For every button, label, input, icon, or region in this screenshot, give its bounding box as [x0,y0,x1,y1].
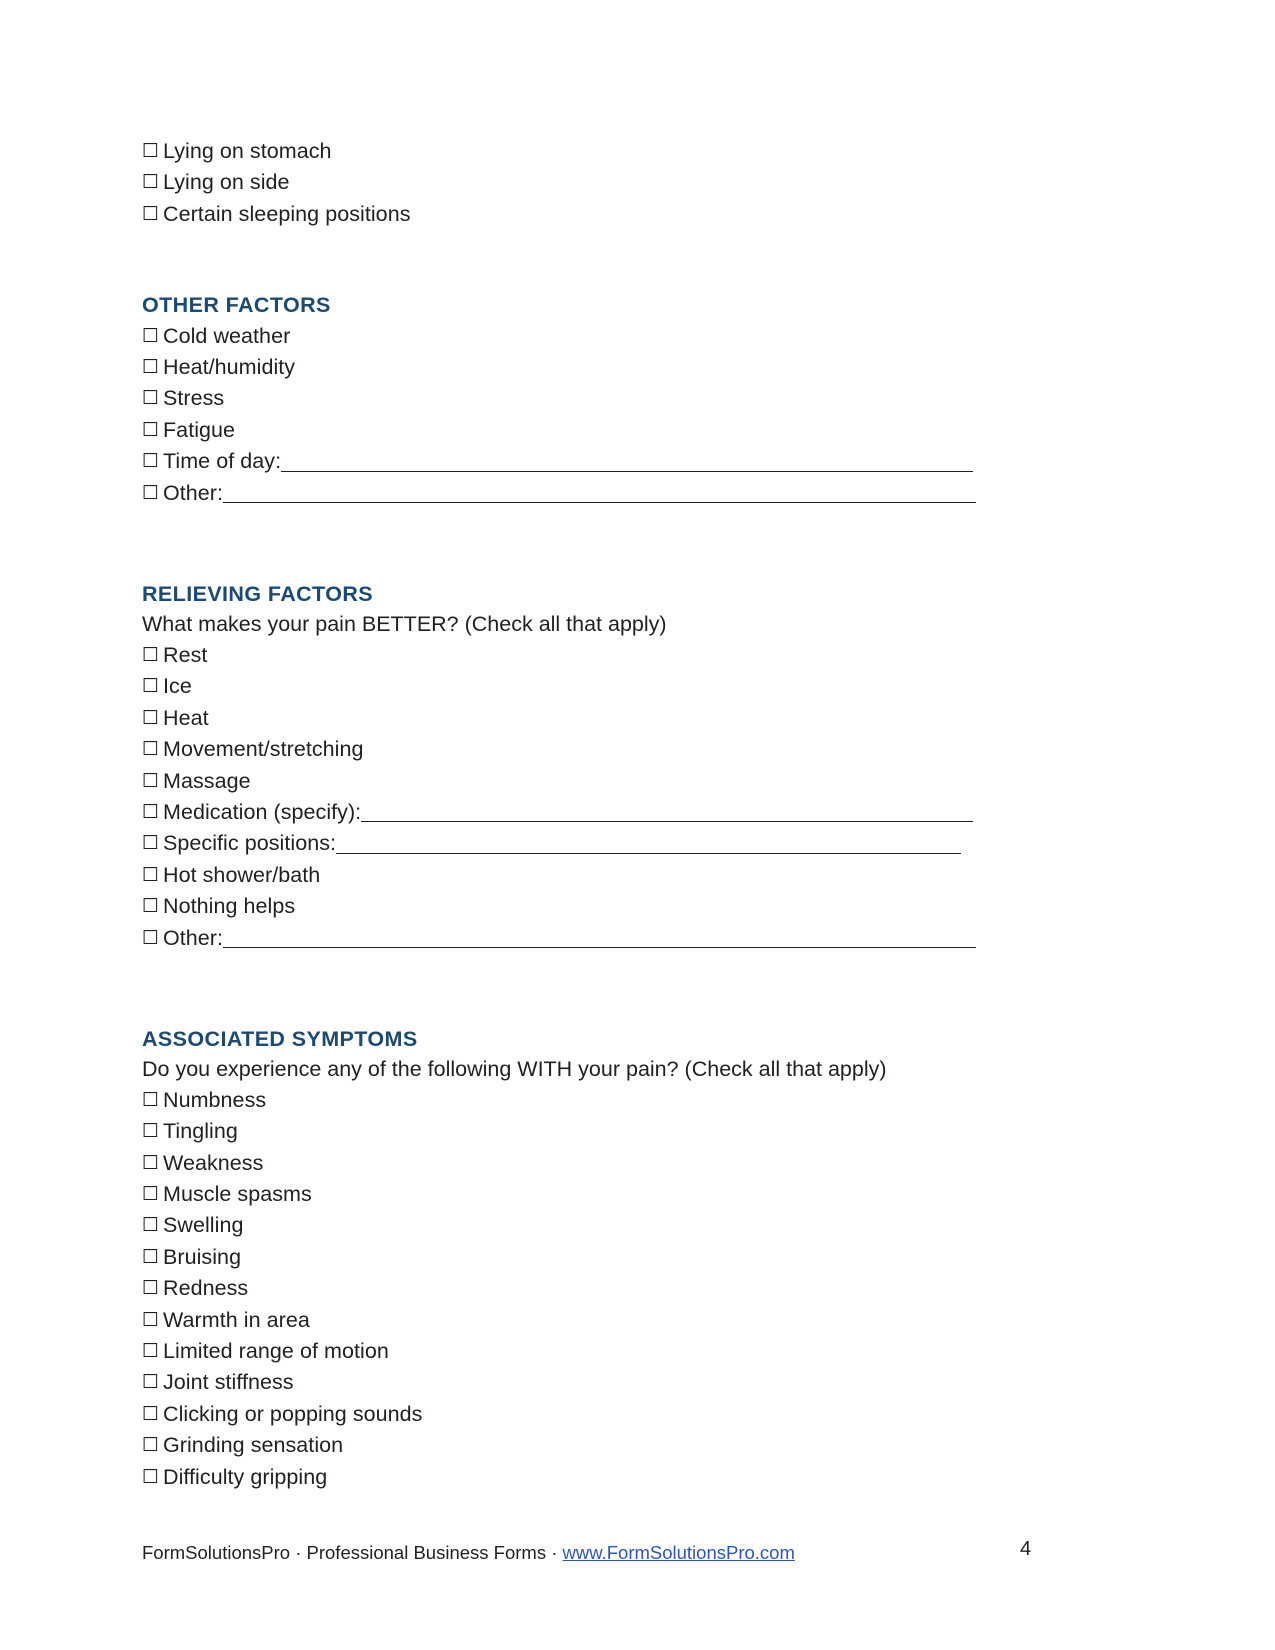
page-number: 4 [1020,1538,1032,1560]
checkbox-icon[interactable]: ☐ [142,643,160,666]
list-item-label: Muscle spasms [163,1181,312,1206]
checkbox-icon[interactable]: ☐ [142,324,160,347]
list-item-label: Certain sleeping positions [163,201,411,226]
list-item-label: Specific positions: [163,831,337,856]
list-item[interactable] [142,1242,1047,1273]
checkbox-icon[interactable]: ☐ [142,832,160,855]
list-item[interactable] [142,321,1047,352]
checkbox-icon[interactable]: ☐ [142,356,160,379]
checkbox-icon[interactable]: ☐ [142,675,160,698]
list-item[interactable] [142,352,1047,383]
page-content [142,136,1047,1493]
list-item-label: Redness [163,1276,249,1301]
write-in-line[interactable] [223,923,976,953]
list-item[interactable] [142,1179,1047,1210]
list-item[interactable] [142,1085,1047,1116]
list-item[interactable] [142,1430,1047,1461]
checkbox-icon[interactable]: ☐ [142,171,160,194]
list-item[interactable] [142,167,1047,198]
write-in-line[interactable] [336,828,961,858]
checkbox-icon[interactable]: ☐ [142,1277,160,1300]
list-item-label: Other: [163,925,224,950]
checkbox-icon[interactable]: ☐ [142,1214,160,1237]
list-item[interactable] [142,1210,1047,1241]
section-heading: ASSOCIATED SYMPTOMS [142,1026,418,1051]
list-item[interactable] [142,136,1047,167]
checkbox-icon[interactable]: ☐ [142,1402,160,1425]
list-item-label: Weakness [163,1150,264,1175]
section-prompt: What makes your pain BETTER? (Check all that apply) [142,612,667,637]
list-item[interactable] [142,415,1047,446]
list-item-label: Hot shower/bath [163,862,321,887]
section-other-factors [142,290,1047,509]
write-in-line[interactable] [361,797,973,827]
list-item-label: Nothing helps [163,894,296,919]
checkbox-icon[interactable]: ☐ [142,1182,160,1205]
list-item-label: Ice [163,674,192,699]
checkbox-icon[interactable]: ☐ [142,800,160,823]
list-item-label: Limited range of motion [163,1339,389,1363]
list-item-label: Difficulty gripping [163,1464,328,1489]
list-item-label: Massage [163,768,251,793]
checkbox-icon[interactable]: ☐ [142,1151,160,1174]
list-item-label: Clicking or popping sounds [163,1401,423,1426]
checkbox-icon[interactable]: ☐ [142,895,160,918]
list-item[interactable] [142,734,1047,765]
list-item-label: Heat [163,705,209,730]
checkbox-icon[interactable]: ☐ [142,1434,160,1457]
page-footer [142,1540,1047,1566]
list-item-label: Cold weather [163,323,291,348]
list-item[interactable] [142,860,1047,891]
list-item-label: Lying on stomach [163,139,332,163]
list-item-label: Movement/stretching [163,737,364,762]
list-item[interactable] [142,671,1047,702]
footer-separator: · [290,1542,307,1563]
section-heading: OTHER FACTORS [142,293,331,318]
list-item[interactable] [142,1399,1047,1430]
list-item-label: Fatigue [163,417,236,442]
list-item[interactable] [142,703,1047,734]
footer-separator: · [546,1542,563,1563]
list-item-label: Numbness [163,1087,267,1112]
list-item[interactable] [142,1273,1047,1304]
list-item[interactable] [142,1336,1047,1367]
footer-brand: FormSolutionsPro [142,1542,291,1563]
footer-tagline: Professional Business Forms [306,1542,547,1563]
section-associated-symptoms [142,1024,1047,1493]
list-item-label: Bruising [163,1244,242,1269]
footer-website-link[interactable]: www.FormSolutionsPro.com [562,1542,795,1563]
list-item-label: Medication (specify): [163,799,362,824]
list-item-label: Warmth in area [163,1307,310,1332]
list-item-label: Heat/humidity [163,355,296,380]
checkbox-icon[interactable]: ☐ [142,706,160,729]
section-relieving-factors [142,579,1047,954]
list-item-label: Joint stiffness [163,1370,294,1395]
list-item-label: Other: [163,480,224,505]
write-in-line[interactable] [281,446,973,476]
list-item[interactable] [142,891,1047,922]
checkbox-icon[interactable]: ☐ [142,863,160,886]
aggravating-positions-list [142,136,1047,230]
list-item[interactable] [142,1305,1047,1336]
checkbox-icon[interactable]: ☐ [142,140,160,162]
list-item[interactable] [142,383,1047,414]
list-item[interactable] [142,766,1047,797]
checkbox-icon[interactable]: ☐ [142,1308,160,1331]
checkbox-icon[interactable]: ☐ [142,1120,160,1143]
checkbox-icon[interactable]: ☐ [142,1340,160,1362]
checkbox-icon[interactable]: ☐ [142,481,160,504]
write-in-line[interactable] [223,478,976,508]
list-item[interactable] [142,1116,1047,1147]
list-item-label: Tingling [163,1119,238,1144]
list-item-label: Time of day: [163,449,282,474]
checkbox-icon[interactable]: ☐ [142,1465,160,1488]
list-item-label: Swelling [163,1213,244,1238]
list-item-with-fill[interactable] [142,446,1047,477]
list-item-with-fill[interactable] [142,797,1047,828]
spacer [142,230,1047,290]
list-item[interactable] [142,1367,1047,1398]
checkbox-icon[interactable]: ☐ [142,738,160,761]
list-item[interactable] [142,199,1047,230]
checkbox-icon[interactable]: ☐ [142,418,160,441]
checkbox-icon[interactable]: ☐ [142,1245,160,1268]
checkbox-icon[interactable]: ☐ [142,1371,160,1394]
list-item-label: Rest [163,642,208,667]
checkbox-icon[interactable]: ☐ [142,450,160,473]
list-item-with-fill[interactable] [142,923,1047,954]
checkbox-icon[interactable]: ☐ [142,926,160,949]
list-item-with-fill[interactable] [142,478,1047,509]
spacer [142,954,1047,1024]
list-item-with-fill[interactable] [142,828,1047,859]
list-item[interactable] [142,640,1047,671]
checkbox-icon[interactable]: ☐ [142,1088,160,1111]
list-item-label: Stress [163,386,225,411]
list-item-label: Grinding sensation [163,1433,344,1458]
checkbox-icon[interactable]: ☐ [142,769,160,792]
section-prompt: Do you experience any of the following WITH your pain? (Check all that apply) [142,1057,887,1082]
list-item-label: Lying on side [163,170,290,195]
section-heading: RELIEVING FACTORS [142,582,373,607]
list-item[interactable] [142,1148,1047,1179]
spacer [142,509,1047,579]
checkbox-icon[interactable]: ☐ [142,202,160,225]
list-item[interactable] [142,1462,1047,1493]
checkbox-icon[interactable]: ☐ [142,387,160,410]
